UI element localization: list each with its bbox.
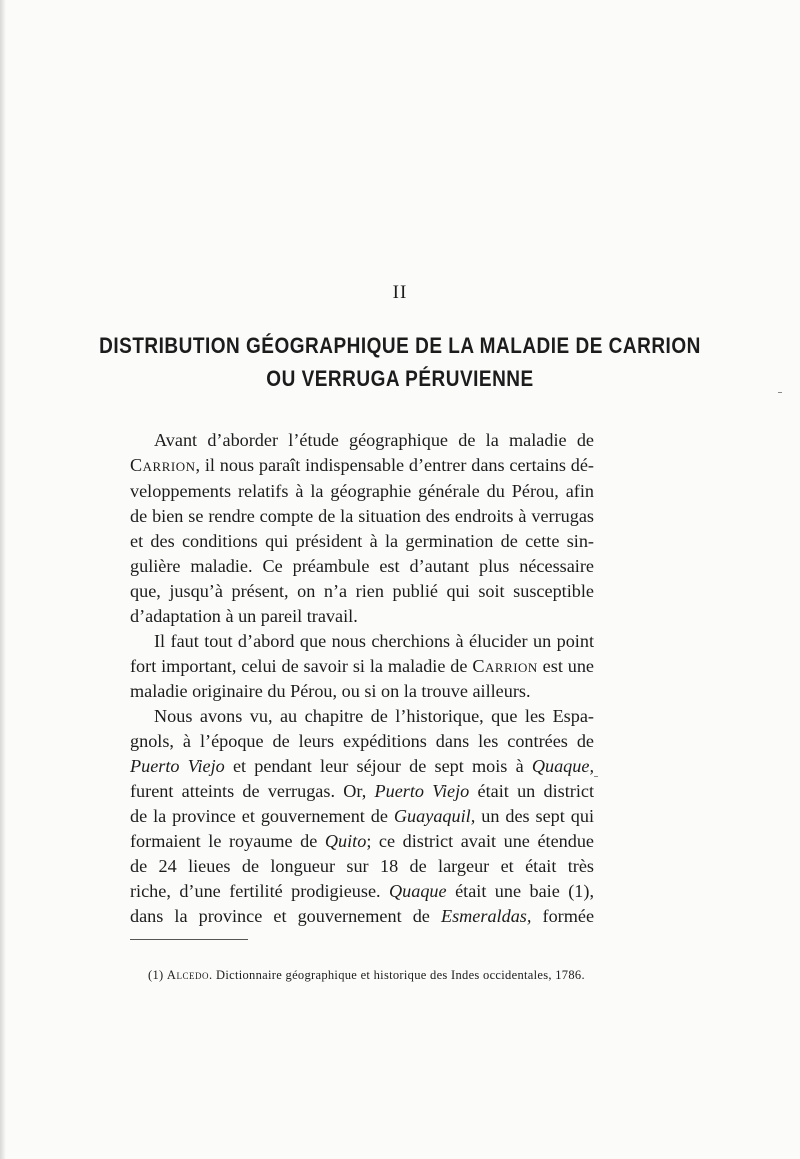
- footnote-marker: (1): [148, 968, 164, 982]
- place-name: Esmeraldas,: [440, 906, 532, 926]
- text-line: fort important, celui de savoir si la maladie de Carrion est une: [130, 656, 595, 676]
- page-edge-shadow: [0, 0, 6, 1159]
- author-name: Carrion: [130, 455, 196, 475]
- text-line: maladie originaire du Pérou, ou si on la trouve ailleurs.: [130, 681, 531, 701]
- text-line: Nous avons vu, au chapitre de l’historique, que les Espa-: [154, 706, 594, 726]
- text-line: gulière maladie. Ce préambule est d’autant plus nécessaire: [130, 556, 594, 576]
- text-line: Puerto Viejo et pendant leur séjour de sept mois à Quaque,: [130, 756, 594, 776]
- footnote-rule: [130, 939, 248, 940]
- footnote-text: Dictionnaire géographique et historique des Indes occidentales, 1786.: [216, 968, 585, 982]
- margin-mark: [594, 776, 598, 777]
- text-line: de 24 lieues de longueur sur 18 de largeur et était très: [130, 856, 594, 876]
- text-line: Il faut tout d’abord que nous cherchions à élucider un point: [154, 631, 594, 651]
- text-line: que, jusqu’à présent, on n’a rien publié qui soit susceptible: [130, 581, 594, 601]
- author-name: Carrion: [472, 656, 538, 676]
- chapter-number: II: [392, 282, 408, 303]
- chapter-title-line-2: OU VERRUGA PÉRUVIENNE: [266, 367, 534, 392]
- place-name: Puerto Viejo: [374, 781, 470, 801]
- footnote: [148, 968, 585, 983]
- place-name: Quaque: [389, 881, 447, 901]
- text-line: furent atteints de verrugas. Or, Puerto Viejo était un district: [130, 781, 595, 801]
- text-line: d’adaptation à un pareil travail.: [130, 606, 358, 626]
- text-line: gnols, à l’époque de leurs expéditions dans les contrées de: [130, 731, 594, 751]
- footnote-author: Alcedo.: [166, 968, 213, 982]
- place-name: Puerto Viejo: [130, 756, 225, 776]
- text-line: de bien se rendre compte de la situation des endroits à verrugas: [130, 506, 594, 526]
- place-name: Quito: [324, 831, 367, 851]
- text-line: riche, d’une fertilité prodigieuse. Quaque était une baie (1),: [130, 881, 595, 901]
- place-name: Guayaquil,: [393, 806, 476, 826]
- text-line: formaient le royaume de Quito; ce district avait une étendue: [130, 831, 594, 851]
- text-line: Avant d’aborder l’étude géographique de la maladie de: [154, 430, 594, 450]
- text-line: dans la province et gouvernement de Esmeraldas, formée: [130, 906, 595, 926]
- text-line: et des conditions qui président à la germination de cette sin-: [130, 531, 594, 551]
- text-line: Carrion, il nous paraît indispensable d’entrer dans certains dé-: [130, 455, 594, 475]
- text-line: de la province et gouvernement de Guayaquil, un des sept qui: [130, 806, 595, 826]
- chapter-title-line-1: DISTRIBUTION GÉOGRAPHIQUE DE LA MALADIE DE CARRION: [99, 334, 701, 359]
- text-line: veloppements relatifs à la géographie générale du Pérou, afin: [130, 481, 594, 501]
- place-name: Quaque,: [531, 756, 594, 776]
